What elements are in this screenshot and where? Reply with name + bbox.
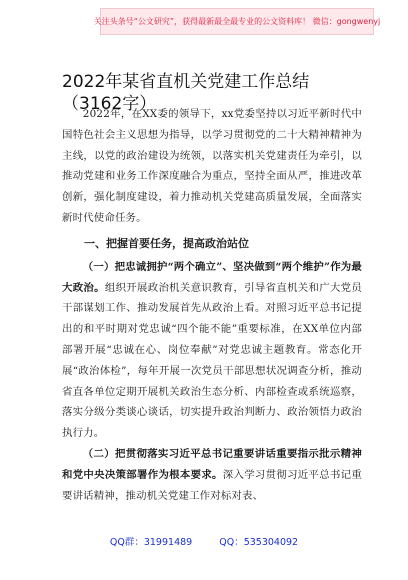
- footer-qq-group: QQ群：31991489: [109, 537, 193, 548]
- paragraph-2: [62, 444, 362, 506]
- paragraph-2-lead: （二）把贯彻落实习近平总书记重要讲话重要指示批示精神和党中央决策部署作为根本要求。: [62, 447, 362, 481]
- paragraph-2-text: 深入学习贯彻习近平总书记重要讲话精神，推动机关党建工作对标对表、: [62, 468, 362, 502]
- footer-qq: QQ：535304092: [219, 537, 299, 548]
- paragraph-1: [62, 257, 362, 444]
- document-body: [62, 104, 362, 506]
- header-banner: 关注头条号“公文研究”，获得最新最全最专业的公文资料库！ 微信：gongwenyj: [100, 8, 374, 35]
- paragraph-1-lead: （一）把忠诚拥护“两个确立”、坚决做到“两个维护”作为最大政治。: [62, 260, 362, 294]
- footer-contacts: [0, 534, 408, 548]
- paragraph-1-text: 组织开展政治机关意识教育，引导省直机关和广大党员干部谋划工作、推动发展首先从政治上看。对照习近平总书记提出的和平时期对党忠诚“四个能不能”重要标准，在XX单位内部部署开展“忠诚在心、岗位奉献”对党忠诚主题教育。常态化开展“政治体检”，每年开展一次党员干部思想状况调查分析，推动省直各单位定期开展机关政治生态分析、内部检查或系统巡察，落实分级分类谈心谈话，切实提升政治判断力、政治领悟力政治执行力。: [62, 281, 362, 440]
- document-title: 2022年某省直机关党建工作总结（3162字）: [62, 72, 310, 115]
- section-heading: 一、把握首要任务，提高政治站位: [84, 236, 249, 250]
- intro-paragraph: 2022年，在XX委的领导下，xx党委坚持以习近平新时代中国特色社会主义思想为指导，以学习贯彻党的二十大精神精神为主线，以党的政治建设为统领，以落实机关党建责任为牵引，以推动党建和业务工作深度融合为重点，坚持全面从严，推进改革创新，强化制度建设，着力推动机关党建高质量发展，全面落实新时代使命任务。: [62, 108, 362, 224]
